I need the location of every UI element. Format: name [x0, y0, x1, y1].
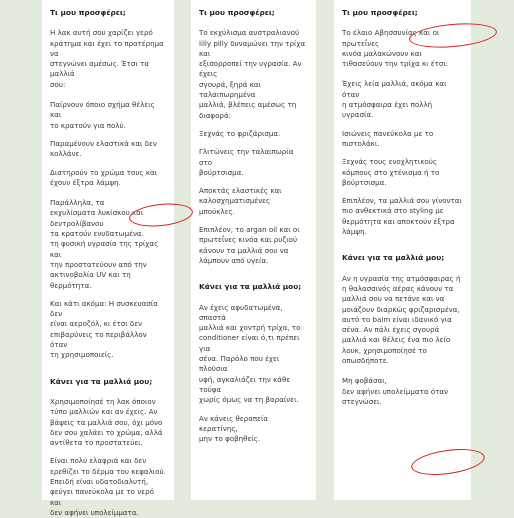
column-2-suitability-dry: Αν έχεις αφυδατωμένα, σπαστά μαλλιά και χοντρή τρίχα, το conditioner είναι ό,τι πρέπει για σένα. Παρόλο που έχει πλούσια υφή, αγκαλιάζει την κάθε τούφα χωρίς όμως να τη βαραίνει.: [199, 302, 301, 405]
column-3-benefit-straighten: Ισιώνεις πανεύκολα με το πιστολάκι.: [342, 128, 434, 148]
column-3-no-residue: Μη φοβάσαι, δεν αφήνει υπολείμματα όταν στεγνώσει.: [342, 376, 448, 406]
column-1-heading-suitability: Κάνει για τα μαλλιά μου;: [50, 376, 153, 386]
column-1-extracts: Παράλληλα, τα εκχυλίσματα λυκίσκου και δεντρολίβανου τα κρατούν ενυδατωμένα. τη φυσική υγρασία της τρίχας και την προστατεύουν από την ακτινοβολία UV και τη θερμότητα.: [50, 198, 159, 290]
column-1: [42, 0, 174, 517]
column-2-heading-suitability: Κάνει για τα μαλλιά μου;: [199, 282, 302, 292]
column-1-benefit-color: Διατηρούν το χρώμα τους και έχουν έξτρα λάμψη.: [50, 167, 158, 187]
column-1-intro: Η λακ αυτή σου χαρίζει γερό κράτημα και έχει το προτέρημα να στεγνώνει αμέσως. Έτσι τα μαλλιά σου:: [50, 28, 164, 89]
column-1-packaging: Και κάτι ακόμα: Η συσκευασία δεν είναι αεροζόλ, κι έτσι δεν επιβαρύνεις το περιβάλλον όταν τη χρησιμοποιείς.: [50, 298, 158, 360]
column-2-argan: Επιπλέον, το argan oil και οι πρωτεΐνες κινόα και ρυζιού κάνουν τα μαλλιά σου να λάμπουν από υγεία.: [199, 225, 300, 265]
column-2-benefit-brushing: Γλιτώνεις την ταλαιπωρία στο βούρτσισμα.: [199, 147, 294, 177]
column-1-suitability-types: Χρησιμοποίησέ τη λακ όποιον τύπο μαλλιών και αν έχεις. Αν βάψεις τα μαλλιά σου, όχι μόνο δεν σου χαλάει το χρώμα, αλλά αντίθετα το προστατεύει.: [50, 396, 163, 448]
column-2-benefit-curls: Αποκτάς ελαστικές και καλοσχηματισμένες μπούκλες.: [199, 186, 282, 216]
column-2-suitability-keratin: Αν κάνεις θεραπεία κερατίνης, μην το φοβηθείς.: [199, 413, 269, 444]
column-3-intro: Το έλαιο Αβησσυνίας και οι πρωτεΐνες κινόα μαλακώνουν και τιθασεύουν την τρίχα κι έτσι:: [342, 28, 449, 69]
column-3-heading-suitability: Κάνει για τα μαλλιά μου;: [342, 253, 445, 263]
column-2-intro: Το εκχύλισμα αυστραλιανού lilly pilly δυναμώνει την τρίχα και εξισορροπεί την υγρασία. Αν έχεις σγουρά, ξηρά και ταλαιπωρημένα μαλλιά, βλέπεις αμέσως τη διαφορά:: [199, 28, 306, 120]
column-3-suitability-humidity: Αν η υγρασία της ατμόσφαιρας ή η θαλασσινός αέρας κάνουν τα μαλλιά σου να πετάνε και να μοιάζουν διαρκώς φριζαρισμένα, αυτό το balm είναι ιδανικό για σένα. Αν πάλι έχεις σγουρά μαλλιά και θέλεις ένα πιο λείο λουκ, χρησιμοποίησέ το οπωσδήποτε.: [342, 273, 461, 366]
column-3-benefit-knots: Ξεχνάς τους ενοχλητικούς κόμπους στο χτένισμα ή το βούρτσισμα.: [342, 157, 440, 187]
column-1-benefit-elastic: Παραμένουν ελαστικά και δεν κολλάνε.: [50, 138, 157, 159]
column-1-suitability-light: Είναι πολύ ελαφριά και δεν ερεθίζει το δέρμα του κεφαλιού. Επειδή είναι υδατοδιαλυτή, φεύγει πανεύκολα με το νερό και δεν αφήνει υπολείμματα.: [50, 456, 166, 517]
column-3-heading-offer: Τι μου προσφέρει;: [342, 8, 418, 17]
column-2-heading-offer: Τι μου προσφέρει;: [199, 8, 275, 17]
column-2-benefit-frizz: Ξεχνάς το φριζάρισμα.: [199, 128, 281, 138]
column-3: [334, 0, 471, 500]
column-3-benefit-smooth: Έχεις λεία μαλλιά, ακόμα και όταν η ατμόσφαιρα έχει πολλή υγρασία.: [342, 79, 447, 120]
column-3-heat: Επιπλέον, τα μαλλιά σου γίνονται πιο ανθεκτικά στο styling με θερμότητα και αποκτούν έξτρα λάμψη.: [342, 196, 462, 237]
column-1-heading-offer: Τι μου προσφέρει;: [50, 8, 126, 17]
column-1-benefit-shape: Παίρνουν όποιο σχήμα θέλεις και το κρατούν για πολύ.: [50, 100, 155, 130]
column-2: [191, 0, 316, 500]
